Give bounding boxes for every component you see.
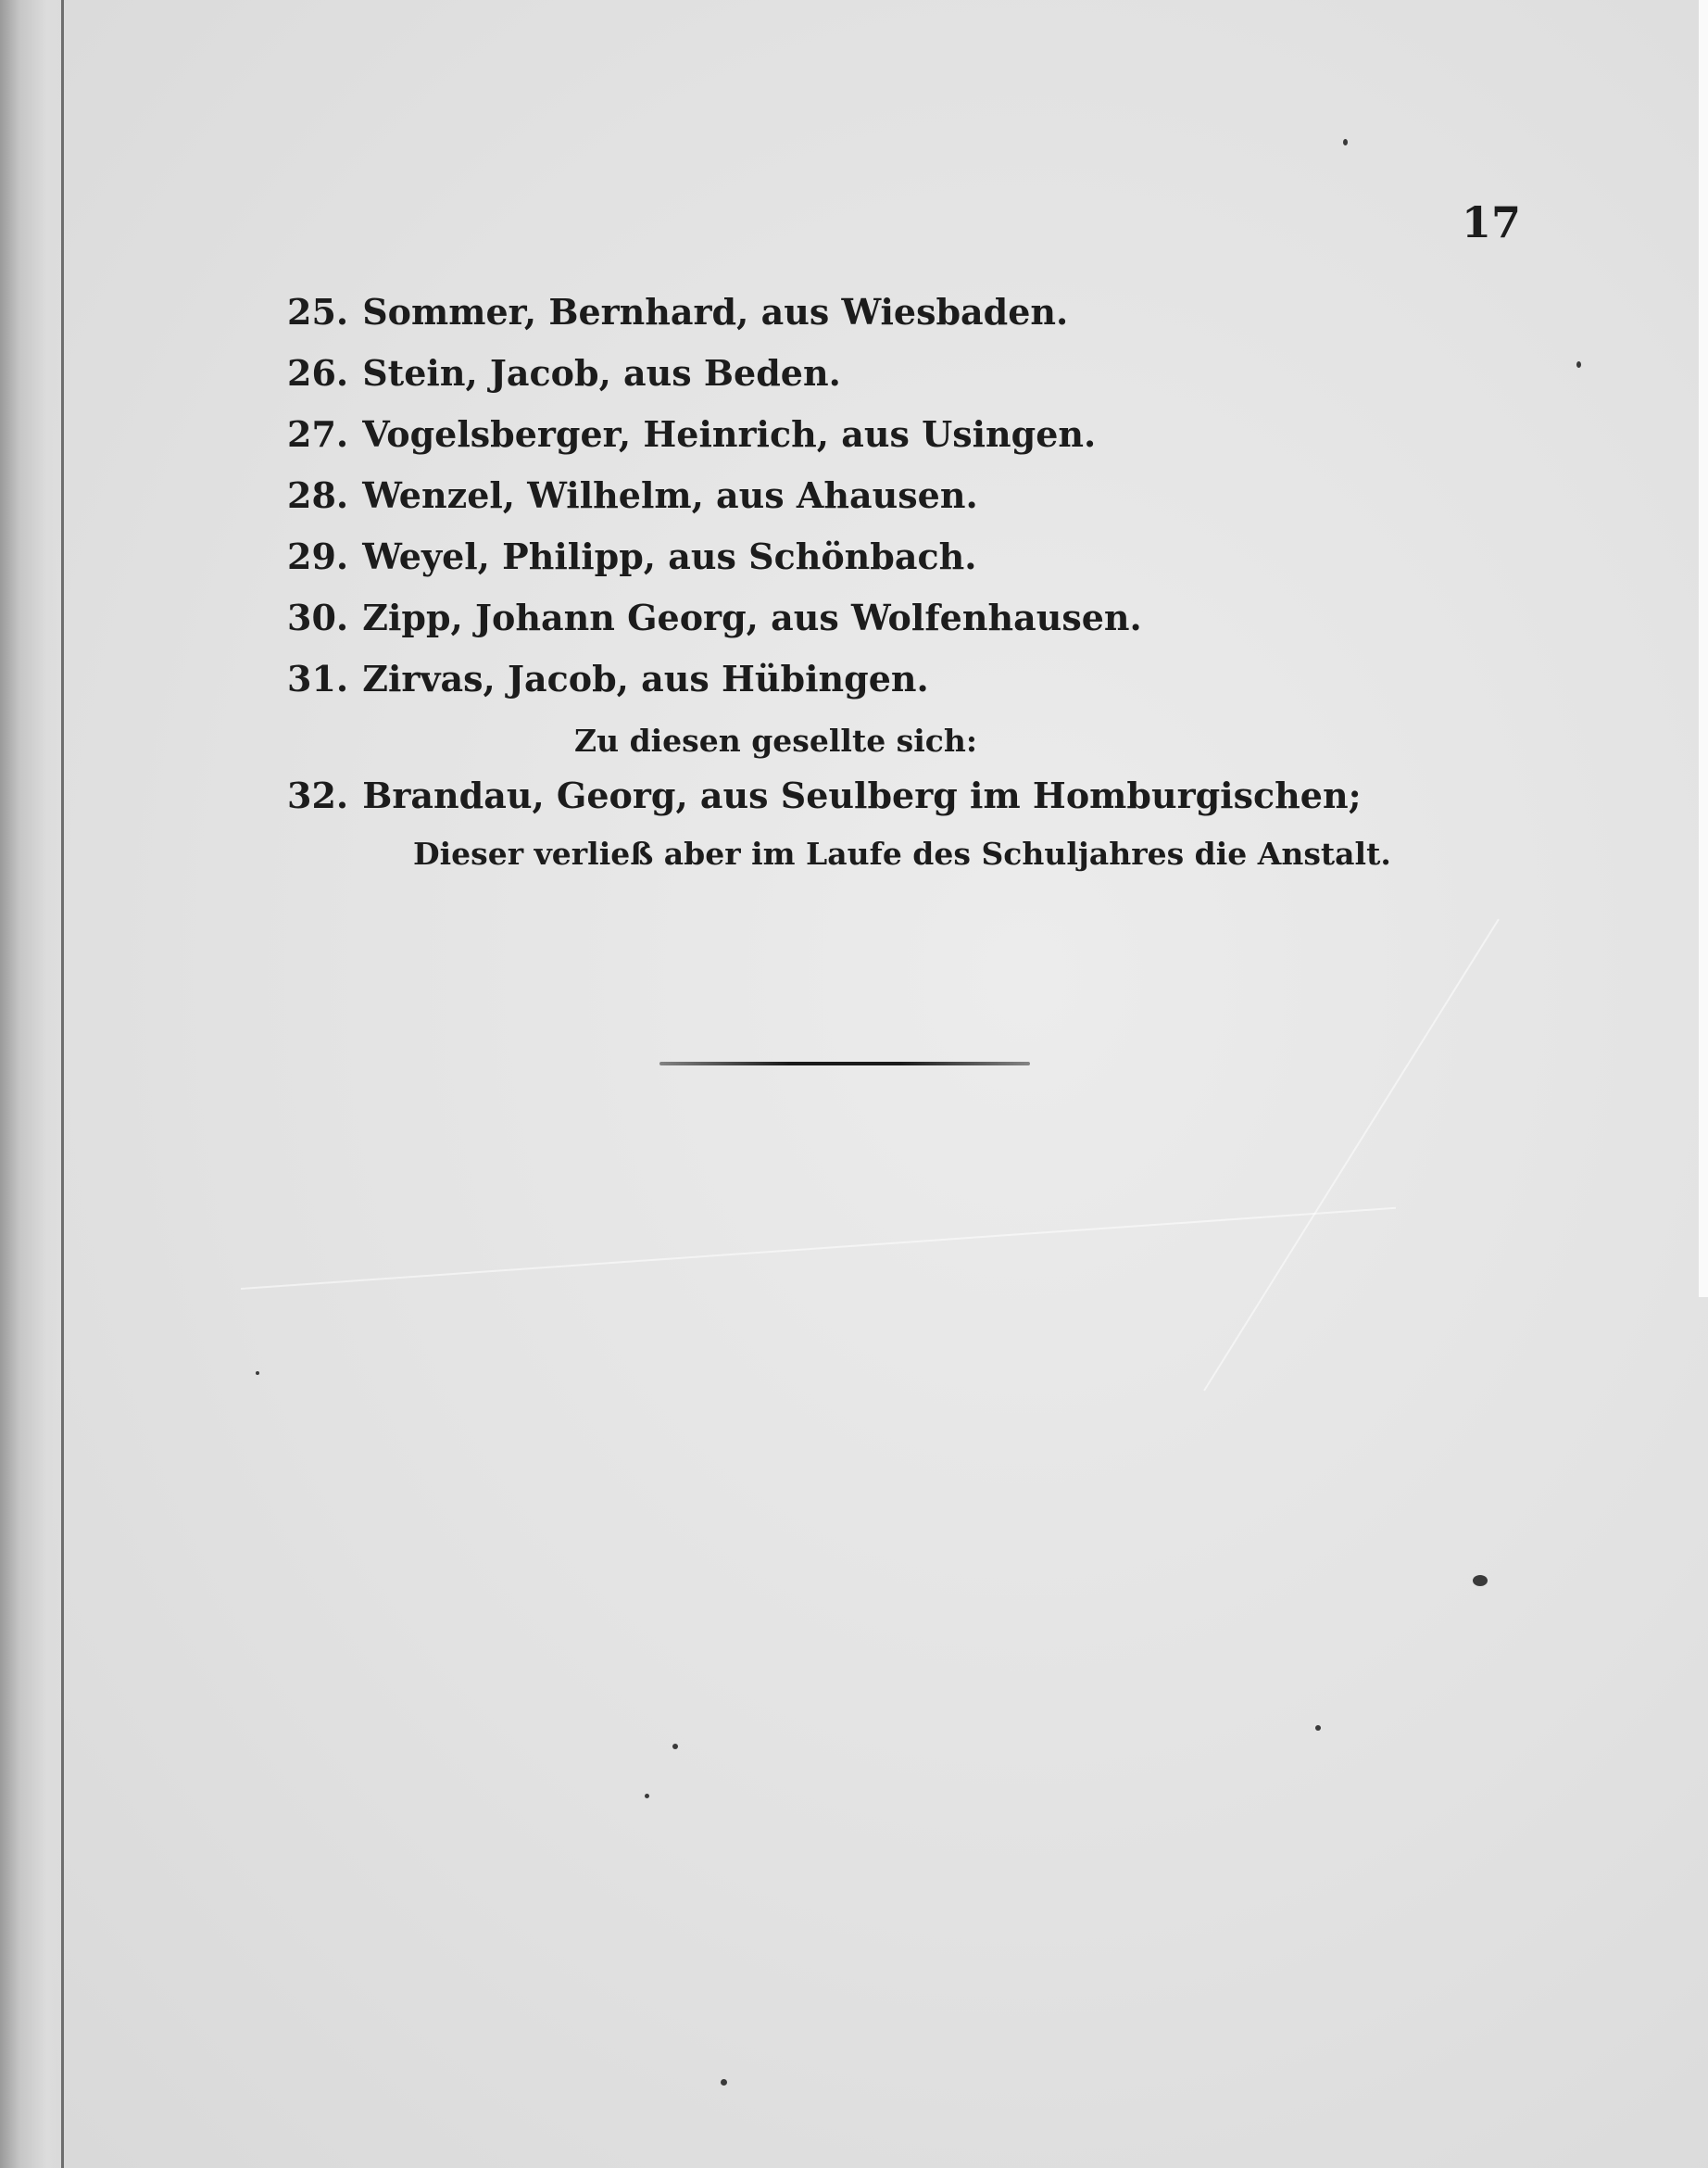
ink-speck: [256, 1371, 259, 1375]
ink-speck: [1576, 361, 1581, 368]
entry-number: 30.: [287, 597, 349, 638]
entry-number: 25.: [287, 291, 349, 333]
list-item: [287, 291, 1068, 333]
entry-text: Wenzel, Wilhelm, aus Ahausen.: [362, 474, 978, 516]
entry-text: Zipp, Johann Georg, aus Wolfenhausen.: [362, 597, 1142, 638]
entry-text: Stein, Jacob, aus Beden.: [362, 352, 841, 394]
entry-number: 32.: [287, 775, 349, 816]
ink-speck: [672, 1744, 678, 1749]
addition-heading: Zu diesen gesellte sich:: [574, 723, 978, 759]
binding-fold-line: [61, 0, 64, 2168]
ink-speck: [1343, 139, 1348, 145]
list-item: [287, 658, 929, 700]
entry-text: Vogelsberger, Heinrich, aus Usingen.: [362, 413, 1097, 455]
entry-number: 27.: [287, 413, 349, 455]
entry-text: Zirvas, Jacob, aus Hübingen.: [362, 658, 929, 700]
entry-number: 28.: [287, 474, 349, 516]
binding-shadow: [0, 0, 67, 2168]
list-item: [287, 597, 1142, 638]
paper-crease: [1203, 919, 1500, 1392]
page-number: 17: [1462, 197, 1522, 247]
list-item: [287, 413, 1096, 455]
page-edge-highlight: [1699, 0, 1708, 1297]
entry-number: 29.: [287, 536, 349, 577]
entry-number: 31.: [287, 658, 349, 700]
entry-text: Brandau, Georg, aus Seulberg im Homburgischen;: [362, 775, 1362, 816]
ink-speck: [645, 1794, 649, 1798]
list-item: [287, 536, 977, 577]
list-item: [287, 352, 841, 394]
section-divider: [659, 1062, 1030, 1065]
paper-crease: [241, 1207, 1396, 1290]
ink-speck: [721, 2079, 727, 2086]
list-item: [287, 474, 978, 516]
ink-speck: [1473, 1575, 1488, 1586]
entry-number: 26.: [287, 352, 349, 394]
entry-text: Weyel, Philipp, aus Schönbach.: [362, 536, 977, 577]
departure-note: Dieser verließ aber im Laufe des Schuljahres die Anstalt.: [413, 836, 1391, 872]
entry-text: Sommer, Bernhard, aus Wiesbaden.: [362, 291, 1069, 333]
list-item: [287, 775, 1362, 816]
ink-speck: [1315, 1725, 1321, 1731]
